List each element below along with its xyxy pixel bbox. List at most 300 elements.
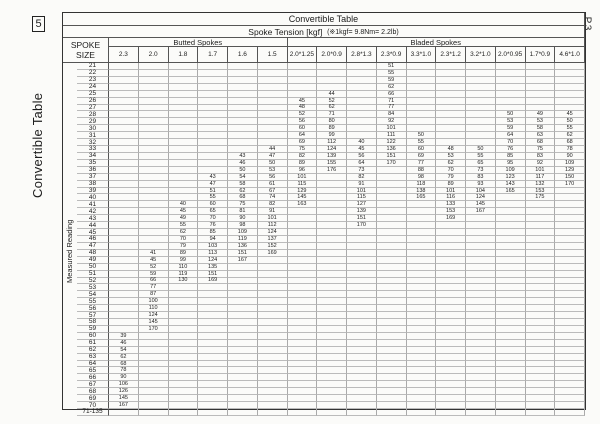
column-header: 2.0 bbox=[139, 47, 169, 63]
empty-cell bbox=[377, 291, 407, 298]
size-label: 57 bbox=[77, 312, 109, 319]
empty-cell bbox=[347, 347, 377, 354]
empty-cell bbox=[347, 77, 377, 84]
value-cell: 94 bbox=[198, 236, 228, 243]
empty-cell bbox=[228, 319, 258, 326]
value-cell: 77 bbox=[407, 160, 437, 167]
empty-cell bbox=[139, 194, 169, 201]
empty-cell bbox=[407, 271, 437, 278]
value-cell: 73 bbox=[466, 167, 496, 174]
size-label: 29 bbox=[77, 118, 109, 125]
empty-cell bbox=[377, 381, 407, 388]
empty-cell bbox=[496, 298, 526, 305]
value-cell: 92 bbox=[526, 160, 556, 167]
empty-cell bbox=[436, 236, 466, 243]
empty-cell bbox=[109, 298, 139, 305]
empty-cell bbox=[198, 319, 228, 326]
empty-cell bbox=[407, 284, 437, 291]
empty-cell bbox=[228, 91, 258, 98]
empty-cell bbox=[258, 298, 288, 305]
empty-cell bbox=[288, 388, 318, 395]
empty-cell bbox=[198, 125, 228, 132]
empty-cell bbox=[139, 374, 169, 381]
empty-cell bbox=[109, 271, 139, 278]
value-cell: 104 bbox=[466, 188, 496, 195]
empty-cell bbox=[347, 229, 377, 236]
value-cell: 90 bbox=[228, 215, 258, 222]
empty-cell bbox=[555, 381, 585, 388]
empty-cell bbox=[347, 319, 377, 326]
empty-cell bbox=[526, 208, 556, 215]
empty-cell bbox=[317, 333, 347, 340]
value-cell: 55 bbox=[466, 153, 496, 160]
empty-cell bbox=[555, 77, 585, 84]
empty-cell bbox=[436, 91, 466, 98]
empty-cell bbox=[407, 298, 437, 305]
empty-cell bbox=[555, 319, 585, 326]
empty-cell bbox=[347, 367, 377, 374]
empty-cell bbox=[555, 271, 585, 278]
value-cell: 153 bbox=[436, 208, 466, 215]
empty-cell bbox=[407, 250, 437, 257]
empty-cell bbox=[139, 333, 169, 340]
empty-cell bbox=[198, 367, 228, 374]
value-cell: 70 bbox=[198, 215, 228, 222]
empty-cell bbox=[258, 139, 288, 146]
empty-cell bbox=[436, 105, 466, 112]
empty-cell bbox=[288, 278, 318, 285]
value-cell: 138 bbox=[407, 188, 437, 195]
spoke-size-header bbox=[63, 38, 109, 63]
empty-cell bbox=[258, 333, 288, 340]
empty-cell bbox=[466, 222, 496, 229]
empty-cell bbox=[407, 361, 437, 368]
empty-cell bbox=[198, 381, 228, 388]
empty-cell bbox=[139, 395, 169, 402]
value-cell: 50 bbox=[228, 167, 258, 174]
empty-cell bbox=[377, 284, 407, 291]
value-cell: 101 bbox=[377, 125, 407, 132]
empty-cell bbox=[139, 354, 169, 361]
section-number: 5 bbox=[32, 16, 45, 32]
empty-cell bbox=[109, 105, 139, 112]
empty-cell bbox=[288, 63, 318, 70]
value-cell: 78 bbox=[109, 367, 139, 374]
empty-cell bbox=[317, 181, 347, 188]
value-cell: 80 bbox=[317, 118, 347, 125]
empty-cell bbox=[526, 250, 556, 257]
value-cell: 65 bbox=[466, 160, 496, 167]
empty-cell bbox=[169, 402, 199, 409]
value-cell: 82 bbox=[347, 174, 377, 181]
value-cell: 109 bbox=[555, 160, 585, 167]
empty-cell bbox=[109, 160, 139, 167]
column-header: 2.8*1.3 bbox=[347, 47, 377, 63]
column-header: 3.2*1.0 bbox=[466, 47, 496, 63]
empty-cell bbox=[555, 284, 585, 291]
empty-cell bbox=[258, 354, 288, 361]
empty-cell bbox=[198, 354, 228, 361]
empty-cell bbox=[169, 181, 199, 188]
empty-cell bbox=[109, 326, 139, 333]
value-cell: 64 bbox=[347, 160, 377, 167]
empty-cell bbox=[169, 409, 199, 416]
empty-cell bbox=[555, 91, 585, 98]
empty-cell bbox=[198, 347, 228, 354]
empty-cell bbox=[228, 105, 258, 112]
size-label: 35 bbox=[77, 160, 109, 167]
empty-cell bbox=[347, 70, 377, 77]
empty-cell bbox=[436, 374, 466, 381]
empty-cell bbox=[347, 271, 377, 278]
empty-cell bbox=[198, 340, 228, 347]
column-header: 2.0*0.9 bbox=[317, 47, 347, 63]
empty-cell bbox=[228, 312, 258, 319]
empty-cell bbox=[169, 63, 199, 70]
convertible-table bbox=[62, 12, 586, 416]
value-cell: 55 bbox=[377, 70, 407, 77]
empty-cell bbox=[526, 222, 556, 229]
value-cell: 50 bbox=[496, 111, 526, 118]
size-label: 42 bbox=[77, 208, 109, 215]
empty-cell bbox=[496, 326, 526, 333]
size-label: 41 bbox=[77, 201, 109, 208]
empty-cell bbox=[169, 194, 199, 201]
empty-cell bbox=[109, 153, 139, 160]
empty-cell bbox=[407, 222, 437, 229]
empty-cell bbox=[436, 354, 466, 361]
table-subtitle: Spoke Tension [kgf] bbox=[248, 26, 323, 37]
value-cell: 67 bbox=[258, 188, 288, 195]
empty-cell bbox=[407, 354, 437, 361]
value-cell: 139 bbox=[317, 153, 347, 160]
empty-cell bbox=[169, 160, 199, 167]
empty-cell bbox=[555, 215, 585, 222]
value-cell: 109 bbox=[228, 229, 258, 236]
value-cell: 111 bbox=[377, 132, 407, 139]
empty-cell bbox=[347, 91, 377, 98]
empty-cell bbox=[109, 181, 139, 188]
empty-cell bbox=[288, 77, 318, 84]
empty-cell bbox=[377, 201, 407, 208]
size-label: 39 bbox=[77, 188, 109, 195]
empty-cell bbox=[109, 77, 139, 84]
value-cell: 83 bbox=[526, 153, 556, 160]
empty-cell bbox=[436, 367, 466, 374]
empty-cell bbox=[526, 326, 556, 333]
empty-cell bbox=[228, 374, 258, 381]
value-cell: 62 bbox=[377, 84, 407, 91]
empty-cell bbox=[228, 278, 258, 285]
empty-cell bbox=[466, 381, 496, 388]
empty-cell bbox=[139, 153, 169, 160]
value-cell: 49 bbox=[169, 215, 199, 222]
value-cell: 129 bbox=[555, 167, 585, 174]
empty-cell bbox=[436, 271, 466, 278]
empty-cell bbox=[466, 388, 496, 395]
empty-cell bbox=[347, 381, 377, 388]
empty-cell bbox=[228, 146, 258, 153]
value-cell: 117 bbox=[526, 174, 556, 181]
page-number: P.3 bbox=[581, 16, 593, 31]
empty-cell bbox=[228, 326, 258, 333]
empty-cell bbox=[288, 243, 318, 250]
empty-cell bbox=[555, 201, 585, 208]
value-cell: 74 bbox=[258, 194, 288, 201]
value-cell: 40 bbox=[169, 201, 199, 208]
empty-cell bbox=[288, 319, 318, 326]
table-title-text: Convertible Table bbox=[288, 14, 359, 24]
value-cell: 48 bbox=[288, 105, 318, 112]
sidebar bbox=[0, 0, 58, 424]
empty-cell bbox=[526, 340, 556, 347]
empty-cell bbox=[169, 70, 199, 77]
empty-cell bbox=[228, 381, 258, 388]
value-cell: 45 bbox=[169, 208, 199, 215]
empty-cell bbox=[526, 215, 556, 222]
empty-cell bbox=[347, 374, 377, 381]
empty-cell bbox=[317, 174, 347, 181]
empty-cell bbox=[496, 243, 526, 250]
value-cell: 52 bbox=[139, 264, 169, 271]
empty-cell bbox=[436, 118, 466, 125]
empty-cell bbox=[139, 181, 169, 188]
size-label: 58 bbox=[77, 319, 109, 326]
empty-cell bbox=[347, 125, 377, 132]
value-cell: 59 bbox=[139, 271, 169, 278]
empty-cell bbox=[555, 194, 585, 201]
empty-cell bbox=[169, 367, 199, 374]
empty-cell bbox=[288, 312, 318, 319]
size-label: 65 bbox=[77, 367, 109, 374]
empty-cell bbox=[317, 84, 347, 91]
empty-cell bbox=[139, 243, 169, 250]
empty-cell bbox=[347, 118, 377, 125]
value-cell: 135 bbox=[198, 264, 228, 271]
empty-cell bbox=[347, 305, 377, 312]
value-cell: 130 bbox=[169, 278, 199, 285]
empty-cell bbox=[377, 361, 407, 368]
empty-cell bbox=[258, 305, 288, 312]
empty-cell bbox=[169, 84, 199, 91]
empty-cell bbox=[496, 257, 526, 264]
value-cell: 145 bbox=[139, 319, 169, 326]
empty-cell bbox=[407, 236, 437, 243]
empty-cell bbox=[169, 125, 199, 132]
empty-cell bbox=[139, 91, 169, 98]
empty-cell bbox=[496, 222, 526, 229]
empty-cell bbox=[139, 402, 169, 409]
empty-cell bbox=[109, 208, 139, 215]
value-cell: 91 bbox=[258, 208, 288, 215]
empty-cell bbox=[288, 354, 318, 361]
empty-cell bbox=[466, 139, 496, 146]
empty-cell bbox=[555, 340, 585, 347]
empty-cell bbox=[436, 84, 466, 91]
value-cell: 122 bbox=[377, 139, 407, 146]
value-cell: 56 bbox=[347, 153, 377, 160]
empty-cell bbox=[555, 326, 585, 333]
empty-cell bbox=[407, 312, 437, 319]
empty-cell bbox=[496, 312, 526, 319]
empty-cell bbox=[496, 305, 526, 312]
empty-cell bbox=[555, 105, 585, 112]
value-cell: 89 bbox=[288, 160, 318, 167]
empty-cell bbox=[555, 84, 585, 91]
value-cell: 145 bbox=[466, 201, 496, 208]
empty-cell bbox=[109, 125, 139, 132]
empty-cell bbox=[258, 271, 288, 278]
value-cell: 62 bbox=[555, 132, 585, 139]
size-label: 26 bbox=[77, 98, 109, 105]
empty-cell bbox=[496, 264, 526, 271]
value-cell: 85 bbox=[496, 153, 526, 160]
size-label: 33 bbox=[77, 146, 109, 153]
empty-cell bbox=[169, 361, 199, 368]
empty-cell bbox=[109, 264, 139, 271]
value-cell: 170 bbox=[377, 160, 407, 167]
empty-cell bbox=[436, 264, 466, 271]
empty-cell bbox=[466, 91, 496, 98]
empty-cell bbox=[139, 139, 169, 146]
size-label: 66 bbox=[77, 374, 109, 381]
empty-cell bbox=[555, 188, 585, 195]
empty-cell bbox=[436, 326, 466, 333]
empty-cell bbox=[436, 402, 466, 409]
empty-cell bbox=[436, 409, 466, 416]
empty-cell bbox=[377, 402, 407, 409]
empty-cell bbox=[317, 278, 347, 285]
empty-cell bbox=[198, 361, 228, 368]
empty-cell bbox=[347, 333, 377, 340]
value-cell: 124 bbox=[258, 229, 288, 236]
empty-cell bbox=[169, 291, 199, 298]
value-cell: 45 bbox=[555, 111, 585, 118]
value-cell: 71 bbox=[317, 111, 347, 118]
value-cell: 84 bbox=[377, 111, 407, 118]
value-cell: 167 bbox=[466, 208, 496, 215]
empty-cell bbox=[228, 264, 258, 271]
empty-cell bbox=[317, 291, 347, 298]
empty-cell bbox=[496, 333, 526, 340]
empty-cell bbox=[377, 194, 407, 201]
value-cell: 98 bbox=[407, 174, 437, 181]
empty-cell bbox=[317, 243, 347, 250]
empty-cell bbox=[407, 98, 437, 105]
empty-cell bbox=[109, 215, 139, 222]
empty-cell bbox=[228, 98, 258, 105]
value-cell: 45 bbox=[347, 146, 377, 153]
empty-cell bbox=[288, 326, 318, 333]
empty-cell bbox=[496, 194, 526, 201]
empty-cell bbox=[288, 250, 318, 257]
size-label: 28 bbox=[77, 111, 109, 118]
empty-cell bbox=[496, 409, 526, 416]
empty-cell bbox=[436, 77, 466, 84]
value-cell: 152 bbox=[258, 243, 288, 250]
size-label: 59 bbox=[77, 326, 109, 333]
empty-cell bbox=[198, 291, 228, 298]
empty-cell bbox=[555, 278, 585, 285]
empty-cell bbox=[317, 374, 347, 381]
empty-cell bbox=[496, 374, 526, 381]
empty-cell bbox=[407, 291, 437, 298]
empty-cell bbox=[258, 381, 288, 388]
size-label: 27 bbox=[77, 105, 109, 112]
empty-cell bbox=[436, 125, 466, 132]
butted-label: Butted Spokes bbox=[173, 38, 223, 47]
value-cell: 75 bbox=[526, 146, 556, 153]
size-label: 45 bbox=[77, 229, 109, 236]
empty-cell bbox=[169, 374, 199, 381]
value-cell: 132 bbox=[526, 181, 556, 188]
empty-cell bbox=[139, 160, 169, 167]
empty-cell bbox=[288, 222, 318, 229]
empty-cell bbox=[228, 354, 258, 361]
empty-cell bbox=[526, 381, 556, 388]
empty-cell bbox=[228, 291, 258, 298]
size-label: 37 bbox=[77, 174, 109, 181]
value-cell: 170 bbox=[555, 181, 585, 188]
size-label: 49 bbox=[77, 257, 109, 264]
empty-cell bbox=[466, 236, 496, 243]
empty-cell bbox=[407, 208, 437, 215]
empty-cell bbox=[317, 271, 347, 278]
size-label: 43 bbox=[77, 215, 109, 222]
empty-cell bbox=[317, 319, 347, 326]
column-header: 1.5 bbox=[258, 47, 288, 63]
empty-cell bbox=[258, 257, 288, 264]
empty-cell bbox=[228, 367, 258, 374]
empty-cell bbox=[258, 340, 288, 347]
empty-cell bbox=[288, 409, 318, 416]
value-cell: 45 bbox=[288, 98, 318, 105]
value-cell: 99 bbox=[169, 257, 199, 264]
empty-cell bbox=[555, 354, 585, 361]
size-label: 68 bbox=[77, 388, 109, 395]
empty-cell bbox=[496, 271, 526, 278]
empty-cell bbox=[198, 105, 228, 112]
value-cell: 82 bbox=[288, 153, 318, 160]
empty-cell bbox=[139, 409, 169, 416]
empty-cell bbox=[139, 381, 169, 388]
empty-cell bbox=[228, 125, 258, 132]
empty-cell bbox=[258, 63, 288, 70]
empty-cell bbox=[436, 319, 466, 326]
value-cell: 90 bbox=[109, 374, 139, 381]
value-cell: 62 bbox=[436, 160, 466, 167]
empty-cell bbox=[526, 319, 556, 326]
empty-cell bbox=[198, 91, 228, 98]
empty-cell bbox=[347, 63, 377, 70]
empty-cell bbox=[407, 347, 437, 354]
empty-cell bbox=[109, 63, 139, 70]
empty-cell bbox=[555, 395, 585, 402]
empty-cell bbox=[466, 63, 496, 70]
value-cell: 101 bbox=[526, 167, 556, 174]
empty-cell bbox=[436, 222, 466, 229]
size-label: 55 bbox=[77, 298, 109, 305]
empty-cell bbox=[466, 298, 496, 305]
empty-cell bbox=[377, 257, 407, 264]
empty-cell bbox=[466, 354, 496, 361]
empty-cell bbox=[496, 98, 526, 105]
empty-cell bbox=[198, 167, 228, 174]
empty-cell bbox=[466, 84, 496, 91]
empty-cell bbox=[555, 222, 585, 229]
value-cell: 112 bbox=[317, 139, 347, 146]
empty-cell bbox=[496, 361, 526, 368]
